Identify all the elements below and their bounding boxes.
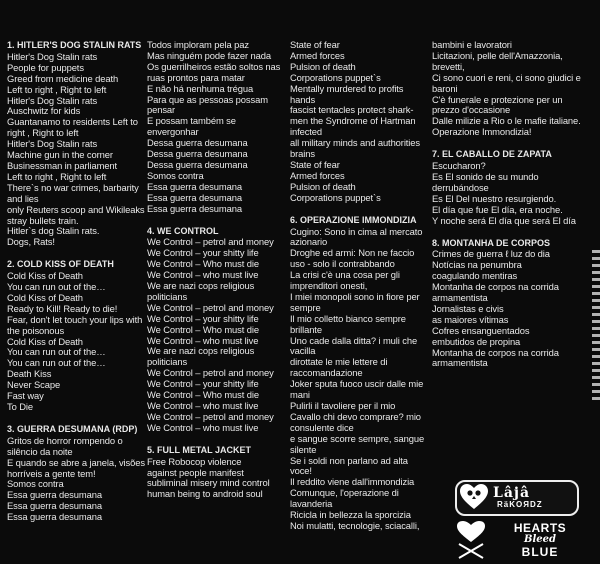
torn-edge-decoration <box>592 250 600 400</box>
lyrics-column-2 <box>147 40 289 500</box>
lyric-line: Mas ninguém pode fazer nada <box>147 49 271 61</box>
lyric-line: dirottate le mie lettere di raccomandazione <box>290 356 388 379</box>
lyric-line: Ready to Kill! Ready to die! <box>7 302 118 314</box>
lyric-line: Dessa guerra desumana <box>147 137 248 149</box>
lyric-line: coagulando mentiras <box>432 270 518 282</box>
lyric-line: fascist tentacles protect shark-men the Syndrome of Hartman infected <box>290 104 416 138</box>
lyric-line: Y noche será El día que será El día <box>432 214 576 226</box>
song-title: 8. MONTANHA DE CORPOS <box>432 237 551 248</box>
lyric-line: Cofres ensanguentados <box>432 324 530 336</box>
lyric-line: Hitler's Dog Stalin rats <box>7 50 98 62</box>
lyric-line: We Control – Who must die <box>147 389 259 401</box>
lyric-line: We Control – Who must die <box>147 323 259 335</box>
song-title: 2. COLD KISS OF DEATH <box>7 259 114 270</box>
lyric-line: Armed forces <box>290 49 345 61</box>
lyric-line: Greed from medicine death <box>7 72 119 84</box>
lyric-line: Cold Kiss of Death <box>7 335 83 347</box>
lyric-line: as maiores vítimas <box>432 313 509 325</box>
song-title: 1. HITLER'S DOG STALIN RATS <box>7 40 142 50</box>
lyric-line: Guantanamo to residents Left to right , Right to left <box>7 116 138 139</box>
lyric-line: Cold Kiss of Death <box>7 270 83 282</box>
lyric-line: Pulirli il tavoliere per il mio Cavallo chi devo comprare? mio consulente dice <box>290 400 421 433</box>
lyric-line: State of fear <box>290 158 340 170</box>
song-title: 7. EL CABALLO DE ZAPATA <box>432 149 552 160</box>
lyric-line: We Control – your shitty life <box>147 247 259 259</box>
laja-name: Lâjâ <box>493 485 531 501</box>
lyric-line: embutidos de propina <box>432 335 521 347</box>
song-title: 6. OPERAZIONE IMMONDIZIA <box>290 214 417 225</box>
lyric-line: Fast way <box>7 390 44 402</box>
lyric-line: Montanha de corpos na corrida armamentista <box>432 346 559 369</box>
lyric-line: e sangue scorre sempre, sangue silente <box>290 432 425 455</box>
lyric-line: Essa guerra desumana <box>147 180 242 192</box>
song-title: 5. FULL METAL JACKET <box>147 444 252 455</box>
lyric-line: Il reddito viene dall'immondizia <box>290 476 415 488</box>
lyric-line: La crisi c'è una cosa per gli imprenditori onesti, <box>290 269 400 292</box>
lyric-line: Free Robocop violence <box>147 455 242 467</box>
lyric-line: Dogs, Rats! <box>7 236 55 248</box>
song-title: 4. WE CONTROL <box>147 225 219 236</box>
lyric-line: We Control – petrol and money <box>147 301 274 313</box>
lyric-line: You can run out of the… <box>7 281 106 293</box>
lyric-line: all military minds and authorities brains <box>290 137 420 160</box>
lyric-line: El día que fue El día, era noche. <box>432 203 563 215</box>
lyric-line: only Reuters scoop and Wikileaks stray bullets train. <box>7 203 145 226</box>
lyric-line: We Control – Who must die <box>147 258 259 270</box>
lyrics-column-4 <box>432 40 584 369</box>
song-title: 3. GUERRA DESUMANA (RDP) <box>7 423 138 434</box>
lyric-line: State of fear <box>290 39 340 50</box>
lyric-line: E não há nenhuma trégua <box>147 82 254 94</box>
lyric-line: Comunque, l'operazione di lavanderia <box>290 487 399 510</box>
lyrics-column-3 <box>290 40 426 532</box>
lyric-line: E quando se abre a janela, visões horríveis a gente tem! <box>7 456 145 479</box>
hbb-top-text: HEARTS <box>513 521 567 535</box>
lyric-line: Mentally murdered to profits hands <box>290 82 404 105</box>
lyric-line: Left to right , Right to left <box>7 83 107 95</box>
lyric-line: Death Kiss <box>7 368 52 380</box>
lyric-line: Hitler`s dog Stalin rats. <box>7 225 100 237</box>
lyric-line: I miei monopoli sono in fiore per sempre <box>290 290 420 313</box>
lyric-line: Dessa guerra desumana <box>147 148 248 160</box>
skull-heart-icon <box>459 483 489 511</box>
lyric-line: There`s no war crimes, barbarity and lies <box>7 181 139 204</box>
lyric-line: We Control – who must live <box>147 269 259 281</box>
lyric-line: Se i soldi non parlano ad alta voce! <box>290 454 408 477</box>
lyric-line: C'è funerale e protezione per un prezzo d'occasione <box>432 93 563 116</box>
lyric-line: Auschwitz for kids <box>7 105 81 117</box>
lyric-line: Hitler's Dog Stalin rats <box>7 138 98 150</box>
lyric-line: human being to android soul <box>147 488 263 500</box>
lyric-line: Somos contra <box>147 169 204 181</box>
lyric-line: Licitazioni, pelle dell'Amazzonia, brevetti, <box>432 49 563 72</box>
lyric-line: Essa guerra desumana <box>7 500 102 512</box>
lyric-line: You can run out of the… <box>7 357 106 369</box>
lyric-line: Fear, don't let touch your lips with the poisonous <box>7 313 143 336</box>
lyric-line: Ci sono cuori e reni, ci sono giudici e baroni <box>432 71 581 94</box>
lyric-line: We are nazi cops religious politicians <box>147 280 255 302</box>
lyric-line: Essa guerra desumana <box>7 511 102 523</box>
anchor-heart-icon <box>455 520 487 560</box>
lyric-line: Hitler's Dog Stalin rats <box>7 94 98 106</box>
hbb-bottom-text: BLUE <box>521 545 559 559</box>
lyric-line: Noi mulatti, tecnologie, sciacalli, <box>290 519 420 531</box>
lyric-line: Essa guerra desumana <box>147 202 242 214</box>
lyric-line: Pulsion of death <box>290 60 356 72</box>
lyric-line: Para que as pessoas possam pensar <box>147 93 268 116</box>
lyric-line: Cold Kiss of Death <box>7 291 83 303</box>
lyric-line: You can run out of the… <box>7 346 106 358</box>
lyrics-column-1 <box>7 40 147 523</box>
lyric-line: We Control – petrol and money <box>147 236 274 248</box>
lyric-line: Ricicla in bellezza la sporcizia <box>290 509 411 521</box>
lyric-line: Es El Del nuestro resurgiendo. <box>432 192 557 204</box>
lyric-line: Il mio colletto bianco sempre brillante <box>290 312 406 335</box>
lyric-line: Jornalistas e civis <box>432 302 504 314</box>
lyric-line: Os guerrilheiros estão soltos nas ruas prontos para matar <box>147 60 281 83</box>
lyric-line: E possam também se envergonhar <box>147 115 236 138</box>
lyric-line: To Die <box>7 401 33 412</box>
lyric-line: Essa guerra desumana <box>7 489 102 501</box>
lyric-line: Gritos de horror rompendo o silêncio da noite <box>7 434 123 457</box>
hbb-mid-text: Bleed <box>524 534 556 545</box>
lyric-line: We Control – petrol and money <box>147 367 274 379</box>
lyric-line: Es El sonido de su mundo derrubándose <box>432 170 539 193</box>
lyric-line: Machine gun in the corner <box>7 149 113 161</box>
lyric-line: Corporations puppet`s <box>290 191 381 203</box>
lyric-line: Somos contra <box>7 478 64 490</box>
label-logos <box>445 480 595 564</box>
lyric-line: We Control – your shitty life <box>147 378 259 390</box>
lyric-line: bambini e lavoratori <box>432 39 512 50</box>
lyric-line: Uno cade dalla ditta? i muli che vacilla <box>290 334 418 357</box>
lyric-line: We Control – petrol and money <box>147 410 274 422</box>
laja-records-text: RäKOЯDZ <box>497 500 543 509</box>
lyric-line: We are nazi cops religious politicians <box>147 345 255 368</box>
lyric-line: against people manifest <box>147 466 244 478</box>
lyric-line: Dessa guerra desumana <box>147 158 248 170</box>
lyric-line: Never Scape <box>7 379 61 391</box>
lyric-line: Droghe ed armi: Non ne faccio uso - solo il contrabbando <box>290 247 415 270</box>
lyric-line: Dalle milizie a Rio o le mafie italiane. <box>432 115 581 127</box>
lyric-line: We Control – who must live <box>147 400 259 411</box>
lyric-line: Essa guerra desumana <box>147 191 242 203</box>
lyric-line: Escucharon? <box>432 160 486 172</box>
lyric-line: Crimes de guerra ℓ luz do dia <box>432 248 550 260</box>
lyric-line: Corporations puppet`s <box>290 71 381 83</box>
lyric-line: Joker sputa fuoco uscir dalle mie mani <box>290 378 424 401</box>
lyric-line: We Control – who must live <box>147 334 259 346</box>
lyric-line: Left to right , Right to left <box>7 170 107 182</box>
lyric-line: Businessman in parliament <box>7 159 118 171</box>
lyric-line: Armed forces <box>290 169 345 181</box>
lyric-line: We Control – your shitty life <box>147 312 259 324</box>
lyric-line: Todos imploram pela paz <box>147 39 249 50</box>
laja-records-logo <box>455 480 579 516</box>
hearts-bleed-blue-logo <box>490 522 590 558</box>
lyric-line: Montanha de corpos na corrida armamentista <box>432 281 559 304</box>
lyric-line: We Control – who must live <box>147 421 259 433</box>
lyric-line: Notícias na penumbra <box>432 259 522 271</box>
lyric-line: Pulsion of death <box>290 180 356 192</box>
lyric-line: subliminal misery mind control <box>147 477 270 489</box>
lyric-line: Operazione Immondizia! <box>432 126 532 138</box>
lyric-line: Cugino: Sono in cima al mercato azionario <box>290 225 423 248</box>
lyric-line: People for puppets <box>7 61 84 73</box>
